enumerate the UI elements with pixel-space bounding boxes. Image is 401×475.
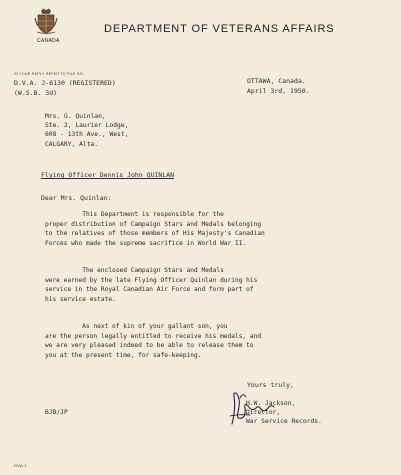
form-code: DVA 1 <box>14 463 28 468</box>
typist-initials: BJB/JP <box>45 409 68 416</box>
signer-title: Director, <box>246 409 281 416</box>
recipient-city: CALGARY, Alta. <box>45 141 99 148</box>
signer-name: H.W. Jackson, <box>246 400 296 407</box>
reply-reference-note: IN YOUR REPLY REFER TO FILE NO. <box>14 72 85 76</box>
body-paragraph: As next of kin of your gallant son, you are the person legally entitled to receive his medals, and we are very pleased indeed to be able to release them to you at the present time, for safe-keeping. <box>45 323 262 359</box>
body-paragraph: This Department is responsible for the proper distribution of Campaign Stars and Medals belonging to the relatives of those members of His Majesty's Canadian Forces who made the supreme sacrifice in World War II. <box>45 211 265 247</box>
letter-date: April 3rd, 1950. <box>247 87 310 95</box>
complimentary-close: Yours truly, <box>247 381 294 389</box>
recipient-address-line: 608 - 13th Ave., West, <box>45 131 129 138</box>
recipient-name: Mrs. G. Quinlan, <box>45 113 106 120</box>
country-label: CANADA <box>37 38 60 44</box>
salutation: Dear Mrs. Quinlan: <box>41 194 112 202</box>
recipient-address-line: Ste. 2, Laurier Lodge, <box>45 122 129 129</box>
file-sub-reference: (W.S.B. 3d) <box>14 89 58 97</box>
signer-unit: War Service Records. <box>246 418 322 425</box>
department-title: DEPARTMENT OF VETERANS AFFAIRS <box>104 23 335 35</box>
subject-line: Flying Officer Dennis John QUINLAN <box>41 171 175 179</box>
city-line: OTTAWA, Canada. <box>247 77 306 85</box>
file-number: D.V.A. J-6130 (REGISTERED) <box>14 79 116 87</box>
coat-of-arms-icon <box>34 8 58 35</box>
body-paragraph: The enclosed Campaign Stars and Medals were earned by the late Flying Officer Quinlan during his service in the Royal Canadian Air Force and form part of his service estate. <box>45 267 258 303</box>
